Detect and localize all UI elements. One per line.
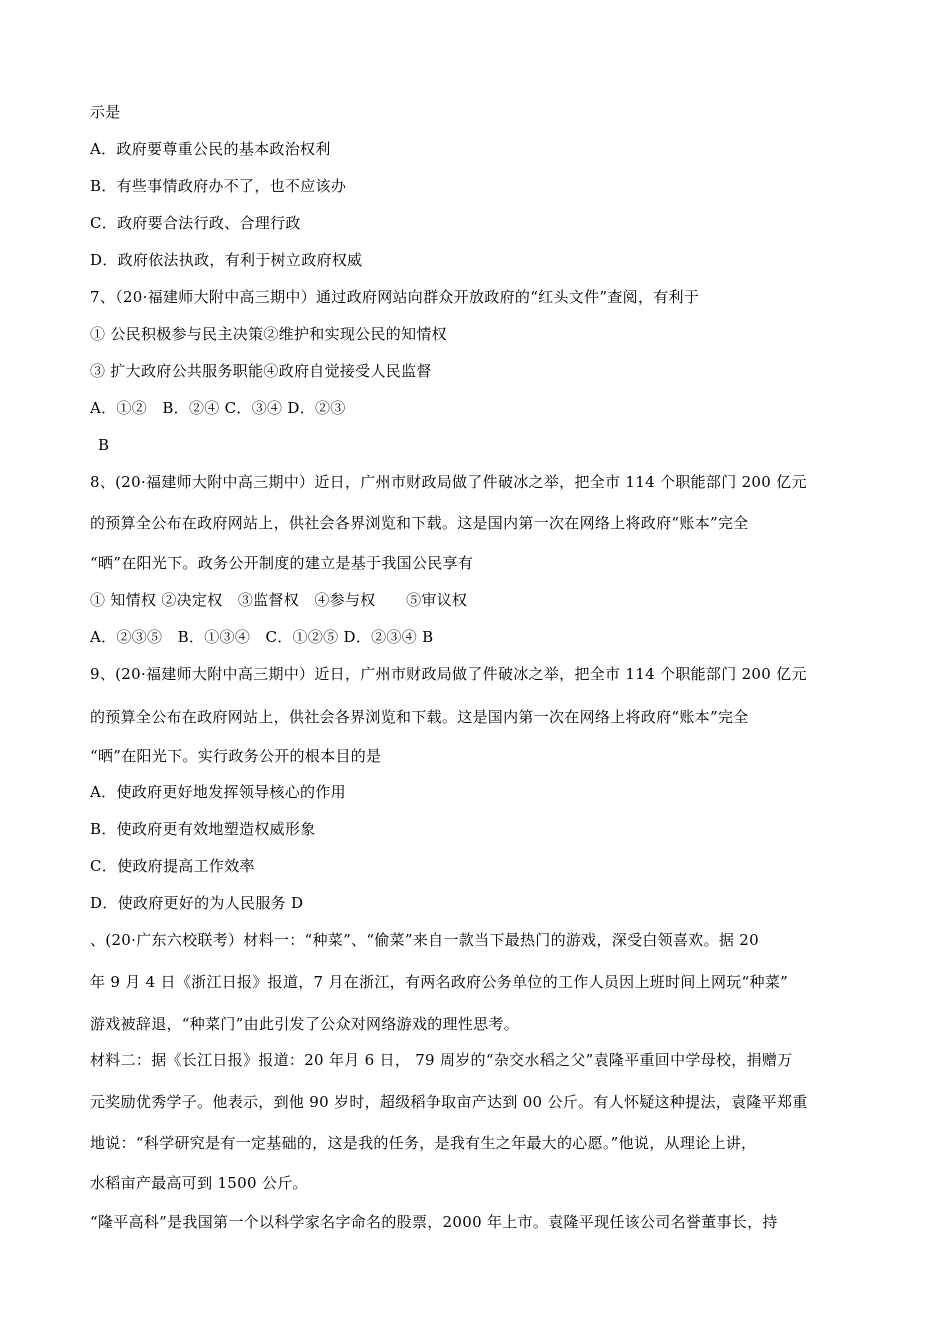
text-line: 的预算全公布在政府网站上，供社会各界浏览和下载。这是国内第一次在网络上将政府“账本”完全 xyxy=(90,708,749,726)
text-line: 示是 xyxy=(90,103,121,121)
statement-line: ① 知情权 ②决定权 ③监督权 ④参与权 ⑤审议权 xyxy=(90,591,468,609)
answer-line: B xyxy=(98,436,110,454)
text-line: “隆平高科”是我国第一个以科学家名字命名的股票，2000 年上市。袁隆平现任该公司名誉董事长，持 xyxy=(90,1213,778,1231)
choices-line: A．②③⑤ B．①③④ C．①②⑤ D．②③④ B xyxy=(90,628,434,646)
question-9: 9、(20·福建师大附中高三期中）近日，广州市财政局做了件破冰之举，把全市 114 个职能部门 200 亿元 xyxy=(90,665,807,683)
text-line: “晒”在阳光下。政务公开制度的建立是基于我国公民享有 xyxy=(90,554,474,572)
option-c: C．使政府提高工作效率 xyxy=(90,857,255,875)
option-d: D．使政府更好的为人民服务 D xyxy=(90,894,304,912)
option-d: D．政府依法执政，有利于树立政府权威 xyxy=(90,251,363,269)
material-one: 、(20·广东六校联考）材料一：“种菜”、“偷菜”来自一款当下最热门的游戏，深受白领喜欢。据 20 xyxy=(90,931,759,949)
question-8: 8、(20·福建师大附中高三期中）近日，广州市财政局做了件破冰之举，把全市 114 个职能部门 200 亿元 xyxy=(90,473,807,491)
option-b: B．使政府更有效地塑造权威形象 xyxy=(90,820,316,838)
text-line: 水稻亩产最高可到 1500 公斤。 xyxy=(90,1174,308,1192)
option-a: A．使政府更好地发挥领导核心的作用 xyxy=(90,783,346,801)
statement-line: ③ 扩大政府公共服务职能④政府自觉接受人民监督 xyxy=(90,362,432,380)
text-line: 元奖励优秀学子。他表示，到他 90 岁时，超级稻争取亩产达到 00 公斤。有人怀疑这种提法，袁隆平郑重 xyxy=(90,1093,808,1111)
text-line: 游戏被辞退，“种菜门”由此引发了公众对网络游戏的理性思考。 xyxy=(90,1015,520,1033)
material-two: 材料二：据《长江日报》报道：20 年月 6 日， 79 周岁的“杂交水稻之父”袁隆平重回中学母校，捐赠万 xyxy=(90,1051,793,1069)
text-line: “晒”在阳光下。实行政务公开的根本目的是 xyxy=(90,747,382,765)
option-b: B．有些事情政府办不了，也不应该办 xyxy=(90,177,347,195)
question-7: 7、（20·福建师大附中高三期中）通过政府网站向群众开放政府的“红头文件”查阅，有利于 xyxy=(90,288,700,306)
option-a: A．政府要尊重公民的基本政治权利 xyxy=(90,140,331,158)
text-line: 的预算全公布在政府网站上，供社会各界浏览和下载。这是国内第一次在网络上将政府“账本”完全 xyxy=(90,514,749,532)
text-line: 年 9 月 4 日《浙江日报》报道，7 月在浙江，有两名政府公务单位的工作人员因上班时间上网玩“种菜” xyxy=(90,973,789,991)
text-line: 地说：“科学研究是有一定基础的，这是我的任务，是我有生之年最大的心愿。”他说，从理论上讲， xyxy=(90,1134,757,1152)
statement-line: ① 公民积极参与民主决策②维护和实现公民的知情权 xyxy=(90,325,447,343)
choices-line: A．①② B．②④ C．③④ D．②③ xyxy=(90,399,346,417)
option-c: C．政府要合法行政、合理行政 xyxy=(90,214,301,232)
